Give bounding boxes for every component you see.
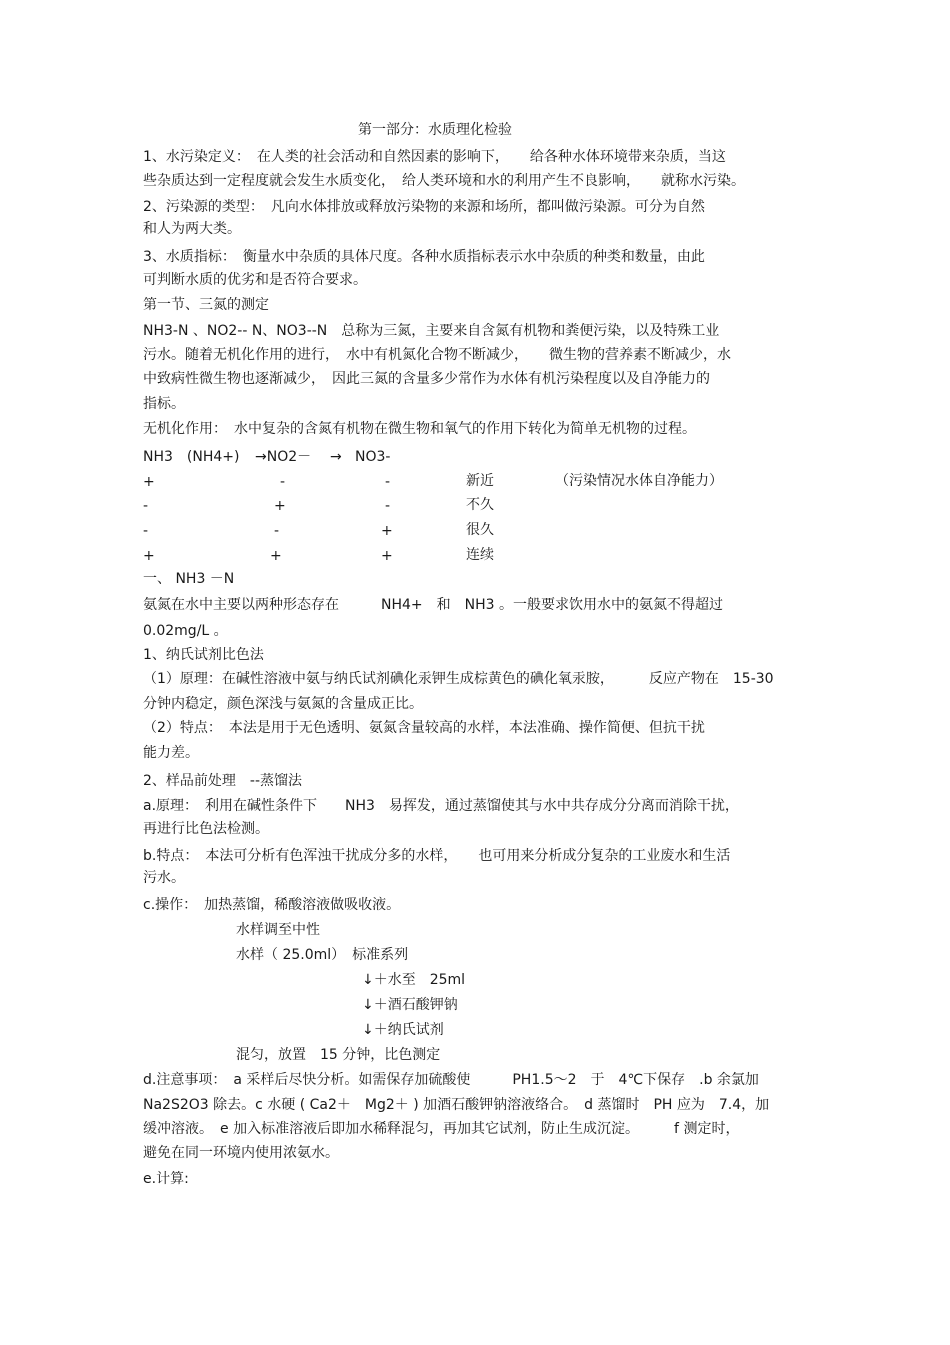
procedure-step: ↓＋酒石酸钾钠 xyxy=(362,997,458,1013)
procedure-step: ↓＋水至 25ml xyxy=(362,972,466,988)
paragraph-line: NH3-N 、NO2-- N、NO3--N 总称为三氮，主要来自含氮有机物和粪便污染，以及特殊工业 xyxy=(143,323,720,339)
paragraph-line: e.计算: xyxy=(143,1171,189,1187)
table-cell: - xyxy=(274,523,280,539)
method-heading: 1、纳氏试剂比色法 xyxy=(143,647,264,663)
subsection-heading: 一、 NH3 －N xyxy=(143,571,235,587)
table-cell: + xyxy=(143,474,155,490)
table-cell: - xyxy=(143,523,149,539)
paragraph-line: 0.02mg/L 。 xyxy=(143,623,228,639)
paragraph-line: 分钟内稳定，颜色深浅与氨氮的含量成正比。 xyxy=(143,696,423,712)
paragraph-line: 无机化作用： 水中复杂的含氮有机物在微生物和氧气的作用下转化为简单无机物的过程。 xyxy=(143,421,696,437)
paragraph-line: 能力差。 xyxy=(143,745,199,761)
method-heading: 2、样品前处理 --蒸馏法 xyxy=(143,773,303,789)
paragraph-line: 缓冲溶液。 e 加入标准溶液后即加水稀释混匀，再加其它试剂，防止生成沉淀。 f 测定时， xyxy=(143,1121,740,1137)
paragraph-line: （2）特点： 本法是用于无色透明、氨氮含量较高的水样，本法准确、操作简便、但抗干扰 xyxy=(143,720,705,736)
table-header-cell: NO3- xyxy=(355,449,391,465)
paragraph-line: 污水。 xyxy=(143,870,185,886)
table-cell: 很久 xyxy=(466,522,494,538)
paragraph-line: d.注意事项： a 采样后尽快分析。如需保存加硫酸使 PH1.5～2 于 4℃下保存 .b 余氯加 xyxy=(143,1072,759,1088)
page-title: 第一部分：水质理化检验 xyxy=(358,122,512,138)
section-heading: 第一节、三氮的测定 xyxy=(143,297,269,313)
table-cell: + xyxy=(143,548,155,564)
paragraph-line: 3、水质指标： 衡量水中杂质的具体尺度。各种水质指标表示水中杂质的种类和数量，由此 xyxy=(143,249,705,265)
paragraph-line: a.原理： 利用在碱性条件下 NH3 易挥发，通过蒸馏使其与水中共存成分分离而消除干扰， xyxy=(143,798,739,814)
paragraph-line: 可判断水质的优劣和是否符合要求。 xyxy=(143,272,367,288)
paragraph-line: 污水。随着无机化作用的进行， 水中有机氮化合物不断减少， 微生物的营养素不断减少，水 xyxy=(143,347,731,363)
paragraph-line: Na2S2O3 除去。c 水硬 ( Ca2＋ Mg2＋ ) 加酒石酸钾钠溶液络合。 d 蒸馏时 PH 应为 7.4，加 xyxy=(143,1097,770,1113)
procedure-step: 水样调至中性 xyxy=(236,922,320,938)
table-cell: - xyxy=(280,474,286,490)
paragraph-line: 1、水污染定义： 在人类的社会活动和自然因素的影响下， 给各种水体环境带来杂质，当这 xyxy=(143,149,726,165)
table-cell: + xyxy=(381,523,393,539)
paragraph-line: 2、污染源的类型： 凡向水体排放或释放污染物的来源和场所，都叫做污染源。可分为自然 xyxy=(143,199,705,215)
paragraph-line: （1）原理：在碱性溶液中氨与纳氏试剂碘化汞钾生成棕黄色的碘化氧汞胺， 反应产物在 15-30 xyxy=(143,671,774,687)
procedure-step: 混匀，放置 15 分钟，比色测定 xyxy=(236,1047,441,1063)
paragraph-line: 中致病性微生物也逐渐减少， 因此三氮的含量多少常作为水体有机污染程度以及自净能力的 xyxy=(143,371,710,387)
table-cell: - xyxy=(385,474,391,490)
table-cell: 不久 xyxy=(466,497,494,513)
paragraph-line: 再进行比色法检测。 xyxy=(143,821,269,837)
table-header-cell: → xyxy=(330,449,342,465)
table-cell: + xyxy=(270,548,282,564)
paragraph-line: b.特点： 本法可分析有色浑浊干扰成分多的水样， 也可用来分析成分复杂的工业废水和生活 xyxy=(143,848,731,864)
table-header-cell: NH3 (NH4+) xyxy=(143,449,240,465)
paragraph-line: c.操作： 加热蒸馏，稀酸溶液做吸收液。 xyxy=(143,897,401,913)
table-header-cell: →NO2－ xyxy=(255,449,312,465)
table-cell: 新近 xyxy=(466,473,494,489)
table-cell: 连续 xyxy=(466,547,494,563)
table-note: （污染情况水体自净能力） xyxy=(555,473,723,489)
table-cell: - xyxy=(143,498,149,514)
paragraph-line: 指标。 xyxy=(143,396,185,412)
paragraph-line: 些杂质达到一定程度就会发生水质变化， 给人类环境和水的利用产生不良影响， 就称水污染。 xyxy=(143,173,745,189)
table-cell: + xyxy=(381,548,393,564)
table-cell: + xyxy=(274,498,286,514)
paragraph-line: 避免在同一环境内使用浓氨水。 xyxy=(143,1145,339,1161)
procedure-step: 水样（ 25.0ml） 标准系列 xyxy=(236,947,409,963)
table-cell: - xyxy=(385,498,391,514)
procedure-step: ↓＋纳氏试剂 xyxy=(362,1022,444,1038)
paragraph-line: 和人为两大类。 xyxy=(143,221,241,237)
paragraph-line: 氨氮在水中主要以两种形态存在 NH4+ 和 NH3 。一般要求饮用水中的氨氮不得超过 xyxy=(143,597,723,613)
